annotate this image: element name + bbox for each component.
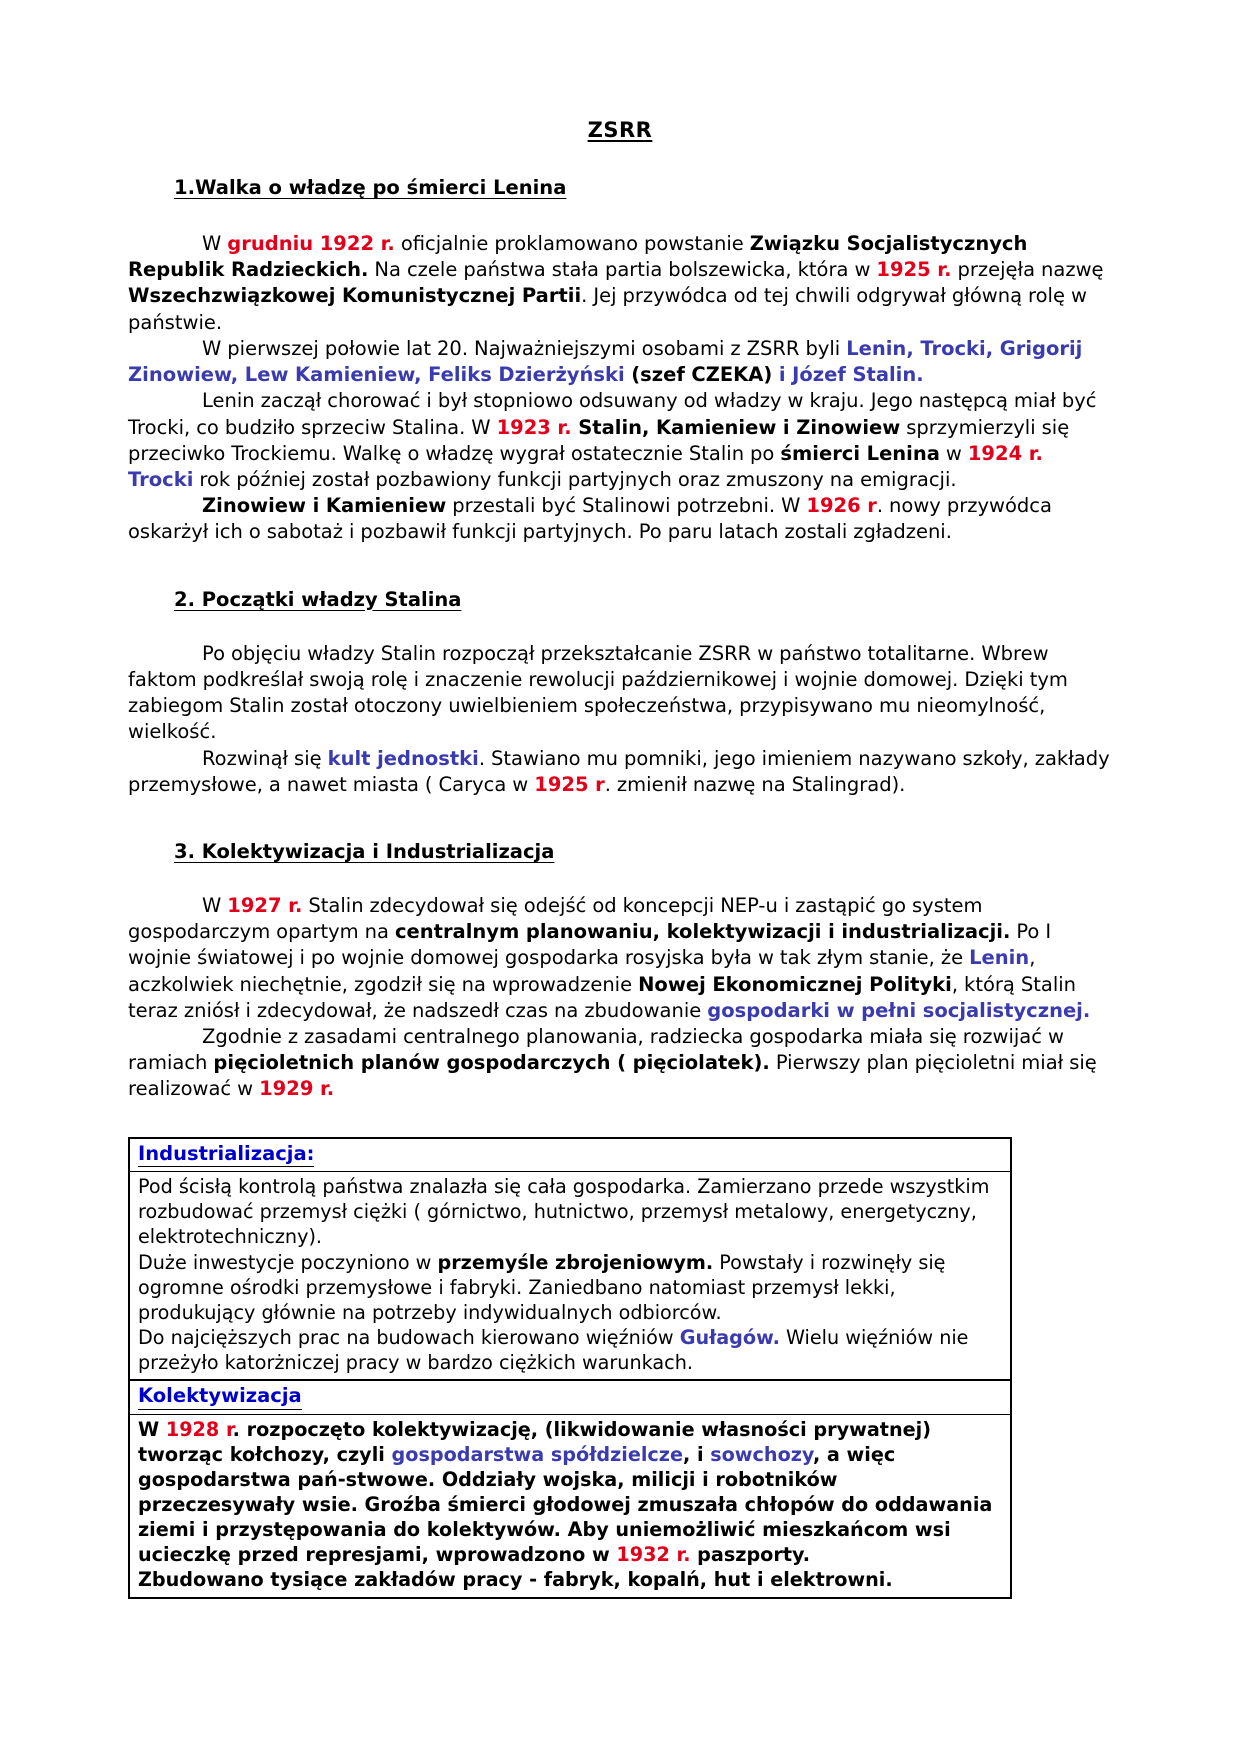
table-cell-2-line-3-run-0: Do najcięższych prac na budowach kierowano więźniów <box>138 1325 680 1349</box>
table-cell-2-line-3-run-2: Wielu więźniów nie przeżyło katorżniczej pracy w bardzo ciężkich warunkach. <box>138 1325 969 1375</box>
paragraph-p4-run-2: 1926 r <box>806 494 877 518</box>
table-cell-2-line-1 <box>138 1174 1000 1249</box>
paragraph-p1 <box>128 231 1112 336</box>
table-cell-2-line-2-run-1: przemyśle zbrojeniowym. <box>437 1250 714 1274</box>
paragraph-p3-run-4: śmierci Lenina <box>780 441 940 465</box>
paragraph-p3-run-7: Trocki <box>128 467 194 491</box>
paragraph-p1-run-7: Wszechzwiązkowej Komunistycznej Partii <box>128 284 582 308</box>
paragraph-p6-run-1: kult jednostki <box>327 746 479 770</box>
table-cell-4-line-1-run-1: 1928 r <box>165 1417 233 1441</box>
table-cell-4-line-1-run-7: gospodarstwa spółdzielcze <box>391 1442 683 1466</box>
table-cell-4-line-1-run-5: kołchozy <box>229 1442 323 1466</box>
table-cell-4-line-1-run-8: , i <box>682 1442 711 1466</box>
page-title <box>128 118 1112 142</box>
table-cell-4-line-2 <box>138 1567 1000 1592</box>
paragraph-p4-run-0: Zinowiew i Kamieniew <box>202 494 447 518</box>
paragraph-p3 <box>128 388 1112 493</box>
section-heading-1: 1.Walka o władzę po śmierci Lenina <box>174 176 567 199</box>
paragraph-p7 <box>128 893 1112 1024</box>
paragraph-p7-run-5: Lenin <box>969 946 1030 970</box>
table-cell-4-line-1-run-6: , czyli <box>322 1442 392 1466</box>
paragraph-p8-run-2: Pierwszy plan pięcioletni miał się realizować w <box>128 1051 1097 1101</box>
table-section-header-label: Industrializacja: <box>138 1142 314 1167</box>
table-cell-4-line-1-run-12: paszporty. <box>690 1543 811 1567</box>
table-cell-4-line-1 <box>138 1417 1000 1568</box>
paragraph-p3-run-2: Stalin, Kamieniew i Zinowiew <box>571 415 901 439</box>
paragraph-p1-run-6: przejęła nazwę <box>951 258 1104 282</box>
document-body <box>128 176 1112 1103</box>
paragraph-p4 <box>128 493 1112 545</box>
paragraph-p4-run-3: . nowy przywódca oskarżył ich o sabotaż i pozbawił funkcji partyjnych. Po paru latach zostali zgładzeni. <box>128 494 1052 544</box>
table-cell-2 <box>130 1172 1010 1379</box>
section-heading-row-3 <box>128 840 1112 865</box>
table-cell-4-line-2-run-0: Zbudowano tysiące zakładów pracy - fabryk, kopalń, hut i elektrowni. <box>138 1568 893 1592</box>
table-cell-4-line-1-run-3: kolektywizację, <box>371 1417 539 1441</box>
section-heading-row-2 <box>128 588 1112 613</box>
paragraph-p8-run-1: pięcioletnich planów gospodarczych ( pięciolatek). <box>213 1051 770 1075</box>
paragraph-p6-run-2: . Stawiano mu pomniki, jego imieniem nazywano szkoły, zakłady przemysłowe, a nawet miasta ( Caryca w <box>128 746 1110 796</box>
table-cell-2-line-3-run-1: Gułagów. <box>679 1325 780 1349</box>
paragraph-p1-run-5: 1925 r. <box>876 258 952 282</box>
paragraph-p7-run-3: centralnym planowaniu, kolektywizacji i industrializacji. <box>394 920 1011 944</box>
paragraph-p8-run-0: Zgodnie z zasadami centralnego planowania, radziecka gospodarka miała się rozwijać w ramiach <box>128 1025 1064 1075</box>
paragraph-p1-run-2: oficjalnie proklamowano powstanie <box>394 232 750 255</box>
paragraph-p7-run-4: Po I wojnie światowej i po wojnie domowej gospodarka rosyjska była w tak złym stanie, że <box>128 920 1052 970</box>
table-cell-2-line-1-run-0: Pod ścisłą kontrolą państwa znalazła się cała gospodarka. Zamierzano przede wszystkim rozbudować przemysł ciężki ( górnictwo, hutnictwo, przemysł metalowy, energetyczny, elektrotechniczny). <box>138 1175 990 1249</box>
paragraph-p3-run-5: w <box>939 441 968 465</box>
table-cell-4 <box>130 1415 1010 1597</box>
section-heading-row-1 <box>128 176 1112 201</box>
paragraph-p8 <box>128 1024 1112 1103</box>
paragraph-p6-run-4: . zmienił nazwę na Stalingrad). <box>604 772 906 796</box>
paragraph-p1-run-3: Związku Socjalistycznych Republik Radzieckich. <box>128 232 1028 282</box>
summary-table <box>128 1137 1012 1599</box>
table-cell-2-line-2 <box>138 1250 1000 1325</box>
paragraph-p4-run-1: przestali być Stalinowi potrzebni. W <box>446 494 807 518</box>
paragraph-p2-run-1: Lenin, Trocki, Grigorij Zinowiew, Lew Kamieniew, Feliks Dzierżyński <box>128 336 1083 387</box>
paragraph-p7-run-7: Nowej Ekonomicznej Polityki <box>638 972 952 996</box>
paragraph-p3-run-3: sprzymierzyli się przeciwko Trockiemu. Walkę o władzę wygrał ostatecznie Stalin po <box>128 415 1070 465</box>
paragraph-p3-run-0: Lenin zaczął chorować i był stopniowo odsuwany od władzy w kraju. Jego następcą miał być Trocki, co budziło sprzeciw Stalina. W <box>128 389 1097 439</box>
table-cell-4-line-1-run-2: . rozpoczęto <box>232 1417 372 1441</box>
table-cell-4-line-1-run-4: (likwidowanie własności prywatnej) tworząc <box>138 1417 931 1466</box>
paragraph-p7-run-6: , aczkolwiek niechętnie, zgodził się na wprowadzenie <box>128 946 1036 996</box>
paragraph-p6 <box>128 746 1112 798</box>
paragraph-p6-run-3: 1925 r <box>534 772 605 796</box>
paragraph-p3-run-8: rok później został pozbawiony funkcji partyjnych oraz zmuszony na emigracji. <box>193 467 957 491</box>
table-cell-4-line-1-run-10: , a więc gospodarstwa pań-stwowe. Oddziały wojska, milicji i robotników przeczesywały wsie. Groźba śmierci głodowej zmuszała chłopów do oddawania ziemi i przystępowania do kolektywów. Aby uniemożliwić mieszkańcom wsi ucieczkę przed represjami, wprowadzono w <box>138 1442 993 1567</box>
table-section-header-label: Kolektywizacja <box>138 1384 302 1409</box>
paragraph-p5-run-0: Po objęciu władzy Stalin rozpoczął przekształcanie ZSRR w państwo totalitarne. Wbrew faktom podkreślał swoją rolę i znaczenie rewolucji październikowej i wojnie domowej. Dzięki tym zabiegom Stalin został otoczony uwielbieniem społeczeństwa, przypisywano mu nieomylność, wielkość. <box>128 641 1068 744</box>
table-cell-4-line-1-run-9: sowchozy <box>710 1442 813 1466</box>
paragraph-p1-run-8: . Jej przywódca od tej chwili odgrywał główną rolę w państwie. <box>128 284 1087 334</box>
table-cell-2-line-3 <box>138 1325 1000 1375</box>
paragraph-p7-run-8: , którą Stalin teraz zniósł i zdecydował, że nadszedł czas na zbudowanie <box>128 972 1077 1022</box>
table-section-header-1 <box>130 1139 1010 1172</box>
paragraph-p3-run-1: 1923 r. <box>496 415 572 439</box>
paragraph-p1-run-4: Na czele państwa stała partia bolszewicka, która w <box>368 258 877 282</box>
paragraph-p2-run-0: W pierwszej połowie lat 20. Najważniejszymi osobami z ZSRR byli <box>202 336 847 360</box>
paragraph-p2-run-2: (szef CZEKA) <box>624 363 773 387</box>
section-heading-2: 2. Początki władzy Stalina <box>174 587 462 611</box>
table-section-header-3 <box>130 1379 1010 1414</box>
paragraph-p5 <box>128 641 1112 746</box>
table-cell-2-line-2-run-2: Powstały i rozwinęły się ogromne ośrodki przemysłowe i fabryki. Zaniedbano natomiast przemysł lekki, produkujący głównie na potrzeby indywidualnych odbiorców. <box>138 1250 946 1324</box>
paragraph-p2-run-3: i Józef Stalin. <box>772 363 924 387</box>
paragraph-p3-run-6: 1924 r. <box>967 441 1043 465</box>
table-cell-2-line-2-run-0: Duże inwestycje poczyniono w <box>138 1250 438 1274</box>
table-cell-4-line-1-run-11: 1932 r. <box>616 1543 691 1567</box>
paragraph-p7-run-2: Stalin zdecydował się odejść od koncepcji NEP-u i zastąpić go system gospodarczym opartym na <box>128 893 983 944</box>
page-title-text: ZSRR <box>587 118 653 142</box>
table-cell-4-line-1-run-0: W <box>138 1417 166 1441</box>
paragraph-p8-run-3: 1929 r. <box>259 1077 335 1101</box>
paragraph-p2 <box>128 336 1112 388</box>
section-heading-3: 3. Kolektywizacja i Industrializacja <box>174 839 555 863</box>
paragraph-p1-run-1: grudniu 1922 r. <box>227 232 395 255</box>
paragraph-p1-run-0: W <box>202 232 228 255</box>
paragraph-p7-run-9: gospodarki w pełni socjalistycznej. <box>707 998 1091 1022</box>
paragraph-p7-run-0: W <box>202 893 228 917</box>
paragraph-p7-run-1: 1927 r. <box>227 893 303 917</box>
paragraph-p6-run-0: Rozwinął się <box>202 746 328 770</box>
